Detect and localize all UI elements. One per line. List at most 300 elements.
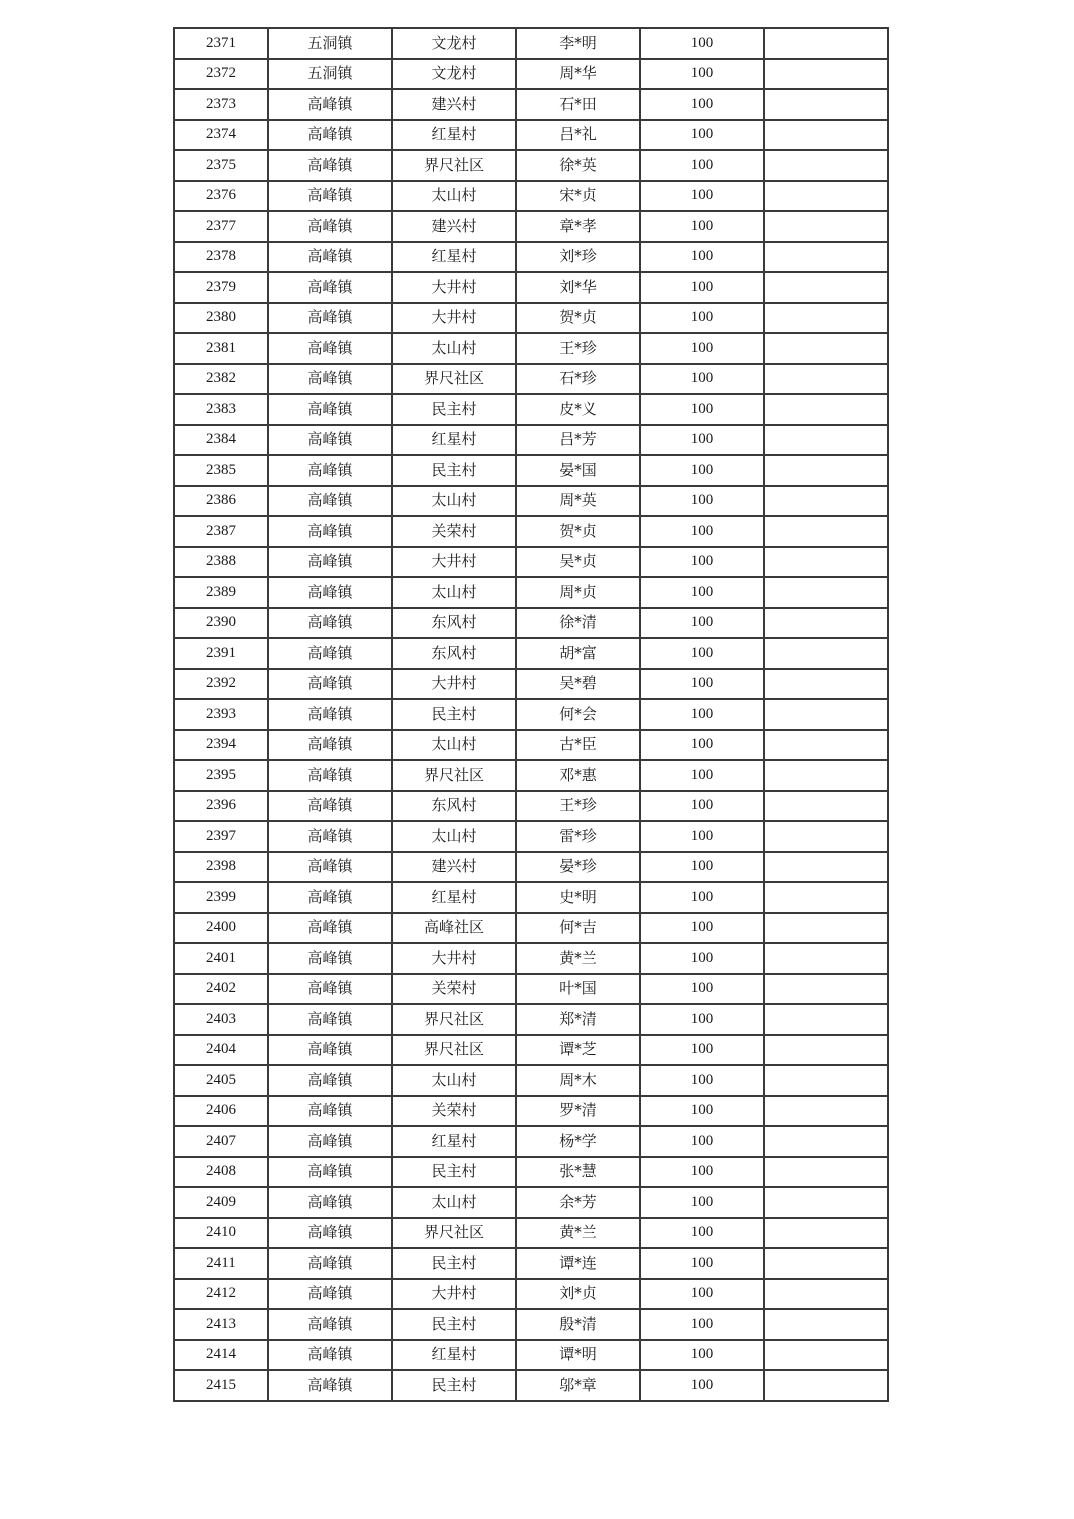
person-name-cell: 史*明 <box>516 882 640 913</box>
village-cell: 界尺社区 <box>392 364 516 395</box>
town-cell: 五洞镇 <box>268 28 392 59</box>
person-name-cell: 杨*学 <box>516 1126 640 1157</box>
amount-cell: 100 <box>640 821 764 852</box>
village-cell: 大井村 <box>392 547 516 578</box>
person-name-cell: 石*田 <box>516 89 640 120</box>
remark-cell <box>764 425 888 456</box>
amount-cell: 100 <box>640 333 764 364</box>
person-name-cell: 刘*珍 <box>516 242 640 273</box>
amount-cell: 100 <box>640 120 764 151</box>
row-number-cell: 2397 <box>174 821 268 852</box>
row-number-cell: 2391 <box>174 638 268 669</box>
town-cell: 高峰镇 <box>268 638 392 669</box>
remark-cell <box>764 669 888 700</box>
table-row <box>174 89 888 120</box>
row-number-cell: 2414 <box>174 1340 268 1371</box>
amount-cell: 100 <box>640 1248 764 1279</box>
remark-cell <box>764 882 888 913</box>
person-name-cell: 宋*贞 <box>516 181 640 212</box>
town-cell: 高峰镇 <box>268 1187 392 1218</box>
village-cell: 大井村 <box>392 1279 516 1310</box>
amount-cell: 100 <box>640 516 764 547</box>
person-name-cell: 黄*兰 <box>516 1218 640 1249</box>
remark-cell <box>764 913 888 944</box>
amount-cell: 100 <box>640 1096 764 1127</box>
row-number-cell: 2384 <box>174 425 268 456</box>
row-number-cell: 2396 <box>174 791 268 822</box>
amount-cell: 100 <box>640 943 764 974</box>
row-number-cell: 2374 <box>174 120 268 151</box>
village-cell: 大井村 <box>392 272 516 303</box>
village-cell: 东风村 <box>392 791 516 822</box>
row-number-cell: 2407 <box>174 1126 268 1157</box>
person-name-cell: 贺*贞 <box>516 516 640 547</box>
village-cell: 太山村 <box>392 181 516 212</box>
amount-cell: 100 <box>640 608 764 639</box>
amount-cell: 100 <box>640 577 764 608</box>
town-cell: 高峰镇 <box>268 89 392 120</box>
remark-cell <box>764 303 888 334</box>
row-number-cell: 2386 <box>174 486 268 517</box>
row-number-cell: 2390 <box>174 608 268 639</box>
village-cell: 红星村 <box>392 242 516 273</box>
village-cell: 关荣村 <box>392 974 516 1005</box>
amount-cell: 100 <box>640 1126 764 1157</box>
row-number-cell: 2408 <box>174 1157 268 1188</box>
person-name-cell: 吴*贞 <box>516 547 640 578</box>
table-row <box>174 1279 888 1310</box>
row-number-cell: 2394 <box>174 730 268 761</box>
village-cell: 民主村 <box>392 1370 516 1401</box>
town-cell: 高峰镇 <box>268 1340 392 1371</box>
table-row <box>174 882 888 913</box>
table-row <box>174 1065 888 1096</box>
village-cell: 红星村 <box>392 425 516 456</box>
row-number-cell: 2409 <box>174 1187 268 1218</box>
village-cell: 东风村 <box>392 638 516 669</box>
table-row <box>174 333 888 364</box>
person-name-cell: 张*慧 <box>516 1157 640 1188</box>
amount-cell: 100 <box>640 181 764 212</box>
town-cell: 高峰镇 <box>268 547 392 578</box>
amount-cell: 100 <box>640 272 764 303</box>
row-number-cell: 2381 <box>174 333 268 364</box>
village-cell: 关荣村 <box>392 1096 516 1127</box>
person-name-cell: 皮*义 <box>516 394 640 425</box>
row-number-cell: 2415 <box>174 1370 268 1401</box>
amount-cell: 100 <box>640 1065 764 1096</box>
town-cell: 高峰镇 <box>268 181 392 212</box>
village-cell: 建兴村 <box>392 852 516 883</box>
remark-cell <box>764 608 888 639</box>
town-cell: 高峰镇 <box>268 1096 392 1127</box>
person-name-cell: 刘*华 <box>516 272 640 303</box>
town-cell: 五洞镇 <box>268 59 392 90</box>
table-row <box>174 577 888 608</box>
person-name-cell: 雷*珍 <box>516 821 640 852</box>
row-number-cell: 2402 <box>174 974 268 1005</box>
person-name-cell: 刘*贞 <box>516 1279 640 1310</box>
person-name-cell: 罗*清 <box>516 1096 640 1127</box>
person-name-cell: 吴*碧 <box>516 669 640 700</box>
village-cell: 文龙村 <box>392 28 516 59</box>
table-row <box>174 28 888 59</box>
town-cell: 高峰镇 <box>268 730 392 761</box>
table-row <box>174 669 888 700</box>
remark-cell <box>764 730 888 761</box>
town-cell: 高峰镇 <box>268 608 392 639</box>
table-row <box>174 486 888 517</box>
table-row <box>174 1035 888 1066</box>
village-cell: 太山村 <box>392 1187 516 1218</box>
person-name-cell: 殷*清 <box>516 1309 640 1340</box>
remark-cell <box>764 28 888 59</box>
village-cell: 文龙村 <box>392 59 516 90</box>
remark-cell <box>764 394 888 425</box>
table-row <box>174 974 888 1005</box>
person-name-cell: 黄*兰 <box>516 943 640 974</box>
remark-cell <box>764 1096 888 1127</box>
table-row <box>174 364 888 395</box>
town-cell: 高峰镇 <box>268 486 392 517</box>
remark-cell <box>764 333 888 364</box>
remark-cell <box>764 150 888 181</box>
town-cell: 高峰镇 <box>268 303 392 334</box>
village-cell: 民主村 <box>392 394 516 425</box>
town-cell: 高峰镇 <box>268 333 392 364</box>
village-cell: 民主村 <box>392 699 516 730</box>
village-cell: 民主村 <box>392 1157 516 1188</box>
village-cell: 太山村 <box>392 821 516 852</box>
person-name-cell: 吕*礼 <box>516 120 640 151</box>
person-name-cell: 余*芳 <box>516 1187 640 1218</box>
person-name-cell: 郑*清 <box>516 1004 640 1035</box>
table-row <box>174 730 888 761</box>
row-number-cell: 2392 <box>174 669 268 700</box>
table-row <box>174 120 888 151</box>
row-number-cell: 2376 <box>174 181 268 212</box>
person-name-cell: 徐*清 <box>516 608 640 639</box>
amount-cell: 100 <box>640 211 764 242</box>
village-cell: 大井村 <box>392 943 516 974</box>
person-name-cell: 王*珍 <box>516 791 640 822</box>
row-number-cell: 2372 <box>174 59 268 90</box>
town-cell: 高峰镇 <box>268 1065 392 1096</box>
remark-cell <box>764 486 888 517</box>
town-cell: 高峰镇 <box>268 1370 392 1401</box>
town-cell: 高峰镇 <box>268 699 392 730</box>
roster-table <box>173 27 889 1402</box>
remark-cell <box>764 1279 888 1310</box>
remark-cell <box>764 1065 888 1096</box>
person-name-cell: 石*珍 <box>516 364 640 395</box>
row-number-cell: 2377 <box>174 211 268 242</box>
row-number-cell: 2412 <box>174 1279 268 1310</box>
roster-table-body <box>174 28 888 1401</box>
person-name-cell: 李*明 <box>516 28 640 59</box>
person-name-cell: 周*英 <box>516 486 640 517</box>
row-number-cell: 2413 <box>174 1309 268 1340</box>
person-name-cell: 吕*芳 <box>516 425 640 456</box>
person-name-cell: 邬*章 <box>516 1370 640 1401</box>
village-cell: 建兴村 <box>392 89 516 120</box>
town-cell: 高峰镇 <box>268 455 392 486</box>
village-cell: 红星村 <box>392 1126 516 1157</box>
remark-cell <box>764 120 888 151</box>
table-row <box>174 59 888 90</box>
table-row <box>174 1218 888 1249</box>
village-cell: 高峰社区 <box>392 913 516 944</box>
town-cell: 高峰镇 <box>268 364 392 395</box>
town-cell: 高峰镇 <box>268 211 392 242</box>
person-name-cell: 徐*英 <box>516 150 640 181</box>
remark-cell <box>764 272 888 303</box>
row-number-cell: 2405 <box>174 1065 268 1096</box>
remark-cell <box>764 577 888 608</box>
remark-cell <box>764 89 888 120</box>
amount-cell: 100 <box>640 913 764 944</box>
town-cell: 高峰镇 <box>268 669 392 700</box>
remark-cell <box>764 242 888 273</box>
remark-cell <box>764 181 888 212</box>
person-name-cell: 晏*国 <box>516 455 640 486</box>
amount-cell: 100 <box>640 1279 764 1310</box>
village-cell: 太山村 <box>392 730 516 761</box>
person-name-cell: 章*孝 <box>516 211 640 242</box>
person-name-cell: 周*华 <box>516 59 640 90</box>
table-row <box>174 1370 888 1401</box>
amount-cell: 100 <box>640 28 764 59</box>
remark-cell <box>764 516 888 547</box>
village-cell: 红星村 <box>392 1340 516 1371</box>
town-cell: 高峰镇 <box>268 394 392 425</box>
row-number-cell: 2387 <box>174 516 268 547</box>
remark-cell <box>764 1248 888 1279</box>
village-cell: 红星村 <box>392 882 516 913</box>
table-row <box>174 547 888 578</box>
remark-cell <box>764 638 888 669</box>
amount-cell: 100 <box>640 974 764 1005</box>
remark-cell <box>764 1187 888 1218</box>
table-row <box>174 150 888 181</box>
row-number-cell: 2393 <box>174 699 268 730</box>
table-row <box>174 608 888 639</box>
person-name-cell: 谭*芝 <box>516 1035 640 1066</box>
village-cell: 界尺社区 <box>392 1004 516 1035</box>
town-cell: 高峰镇 <box>268 1126 392 1157</box>
person-name-cell: 胡*富 <box>516 638 640 669</box>
amount-cell: 100 <box>640 150 764 181</box>
remark-cell <box>764 974 888 1005</box>
row-number-cell: 2406 <box>174 1096 268 1127</box>
row-number-cell: 2400 <box>174 913 268 944</box>
village-cell: 红星村 <box>392 120 516 151</box>
row-number-cell: 2379 <box>174 272 268 303</box>
table-row <box>174 821 888 852</box>
row-number-cell: 2395 <box>174 760 268 791</box>
town-cell: 高峰镇 <box>268 577 392 608</box>
village-cell: 关荣村 <box>392 516 516 547</box>
village-cell: 界尺社区 <box>392 150 516 181</box>
table-row <box>174 181 888 212</box>
table-row <box>174 1004 888 1035</box>
amount-cell: 100 <box>640 1004 764 1035</box>
table-row <box>174 913 888 944</box>
row-number-cell: 2403 <box>174 1004 268 1035</box>
person-name-cell: 叶*国 <box>516 974 640 1005</box>
table-row <box>174 1340 888 1371</box>
village-cell: 界尺社区 <box>392 1035 516 1066</box>
remark-cell <box>764 699 888 730</box>
amount-cell: 100 <box>640 791 764 822</box>
town-cell: 高峰镇 <box>268 1218 392 1249</box>
person-name-cell: 周*贞 <box>516 577 640 608</box>
table-row <box>174 1187 888 1218</box>
table-row <box>174 303 888 334</box>
row-number-cell: 2410 <box>174 1218 268 1249</box>
town-cell: 高峰镇 <box>268 120 392 151</box>
row-number-cell: 2399 <box>174 882 268 913</box>
village-cell: 太山村 <box>392 333 516 364</box>
row-number-cell: 2373 <box>174 89 268 120</box>
person-name-cell: 贺*贞 <box>516 303 640 334</box>
row-number-cell: 2385 <box>174 455 268 486</box>
row-number-cell: 2398 <box>174 852 268 883</box>
town-cell: 高峰镇 <box>268 150 392 181</box>
remark-cell <box>764 1126 888 1157</box>
table-row <box>174 1157 888 1188</box>
table-row <box>174 211 888 242</box>
row-number-cell: 2388 <box>174 547 268 578</box>
town-cell: 高峰镇 <box>268 1004 392 1035</box>
town-cell: 高峰镇 <box>268 1157 392 1188</box>
table-row <box>174 943 888 974</box>
row-number-cell: 2404 <box>174 1035 268 1066</box>
village-cell: 东风村 <box>392 608 516 639</box>
row-number-cell: 2383 <box>174 394 268 425</box>
amount-cell: 100 <box>640 1157 764 1188</box>
table-row <box>174 791 888 822</box>
village-cell: 大井村 <box>392 669 516 700</box>
amount-cell: 100 <box>640 1187 764 1218</box>
amount-cell: 100 <box>640 455 764 486</box>
town-cell: 高峰镇 <box>268 1248 392 1279</box>
town-cell: 高峰镇 <box>268 425 392 456</box>
table-row <box>174 1248 888 1279</box>
remark-cell <box>764 760 888 791</box>
amount-cell: 100 <box>640 730 764 761</box>
person-name-cell: 谭*连 <box>516 1248 640 1279</box>
amount-cell: 100 <box>640 760 764 791</box>
table-row <box>174 425 888 456</box>
table-row <box>174 272 888 303</box>
amount-cell: 100 <box>640 547 764 578</box>
row-number-cell: 2375 <box>174 150 268 181</box>
amount-cell: 100 <box>640 882 764 913</box>
town-cell: 高峰镇 <box>268 272 392 303</box>
person-name-cell: 古*臣 <box>516 730 640 761</box>
village-cell: 太山村 <box>392 577 516 608</box>
table-row <box>174 242 888 273</box>
amount-cell: 100 <box>640 1309 764 1340</box>
remark-cell <box>764 59 888 90</box>
village-cell: 建兴村 <box>392 211 516 242</box>
remark-cell <box>764 1340 888 1371</box>
town-cell: 高峰镇 <box>268 760 392 791</box>
amount-cell: 100 <box>640 89 764 120</box>
town-cell: 高峰镇 <box>268 913 392 944</box>
remark-cell <box>764 791 888 822</box>
amount-cell: 100 <box>640 59 764 90</box>
person-name-cell: 何*会 <box>516 699 640 730</box>
amount-cell: 100 <box>640 486 764 517</box>
town-cell: 高峰镇 <box>268 974 392 1005</box>
amount-cell: 100 <box>640 242 764 273</box>
remark-cell <box>764 364 888 395</box>
amount-cell: 100 <box>640 394 764 425</box>
remark-cell <box>764 1218 888 1249</box>
town-cell: 高峰镇 <box>268 1035 392 1066</box>
town-cell: 高峰镇 <box>268 882 392 913</box>
town-cell: 高峰镇 <box>268 943 392 974</box>
town-cell: 高峰镇 <box>268 791 392 822</box>
row-number-cell: 2411 <box>174 1248 268 1279</box>
remark-cell <box>764 547 888 578</box>
remark-cell <box>764 821 888 852</box>
remark-cell <box>764 1004 888 1035</box>
amount-cell: 100 <box>640 669 764 700</box>
table-row <box>174 1126 888 1157</box>
remark-cell <box>764 1035 888 1066</box>
amount-cell: 100 <box>640 1340 764 1371</box>
remark-cell <box>764 852 888 883</box>
table-row <box>174 699 888 730</box>
remark-cell <box>764 1309 888 1340</box>
amount-cell: 100 <box>640 1218 764 1249</box>
village-cell: 太山村 <box>392 486 516 517</box>
town-cell: 高峰镇 <box>268 1279 392 1310</box>
remark-cell <box>764 1370 888 1401</box>
remark-cell <box>764 1157 888 1188</box>
table-row <box>174 1096 888 1127</box>
amount-cell: 100 <box>640 1035 764 1066</box>
row-number-cell: 2378 <box>174 242 268 273</box>
town-cell: 高峰镇 <box>268 821 392 852</box>
row-number-cell: 2380 <box>174 303 268 334</box>
amount-cell: 100 <box>640 425 764 456</box>
village-cell: 界尺社区 <box>392 1218 516 1249</box>
table-row <box>174 455 888 486</box>
person-name-cell: 谭*明 <box>516 1340 640 1371</box>
remark-cell <box>764 455 888 486</box>
table-row <box>174 516 888 547</box>
remark-cell <box>764 943 888 974</box>
village-cell: 太山村 <box>392 1065 516 1096</box>
town-cell: 高峰镇 <box>268 516 392 547</box>
row-number-cell: 2389 <box>174 577 268 608</box>
town-cell: 高峰镇 <box>268 242 392 273</box>
row-number-cell: 2382 <box>174 364 268 395</box>
person-name-cell: 王*珍 <box>516 333 640 364</box>
town-cell: 高峰镇 <box>268 852 392 883</box>
remark-cell <box>764 211 888 242</box>
amount-cell: 100 <box>640 1370 764 1401</box>
person-name-cell: 邓*惠 <box>516 760 640 791</box>
village-cell: 民主村 <box>392 1248 516 1279</box>
amount-cell: 100 <box>640 699 764 730</box>
amount-cell: 100 <box>640 852 764 883</box>
row-number-cell: 2371 <box>174 28 268 59</box>
